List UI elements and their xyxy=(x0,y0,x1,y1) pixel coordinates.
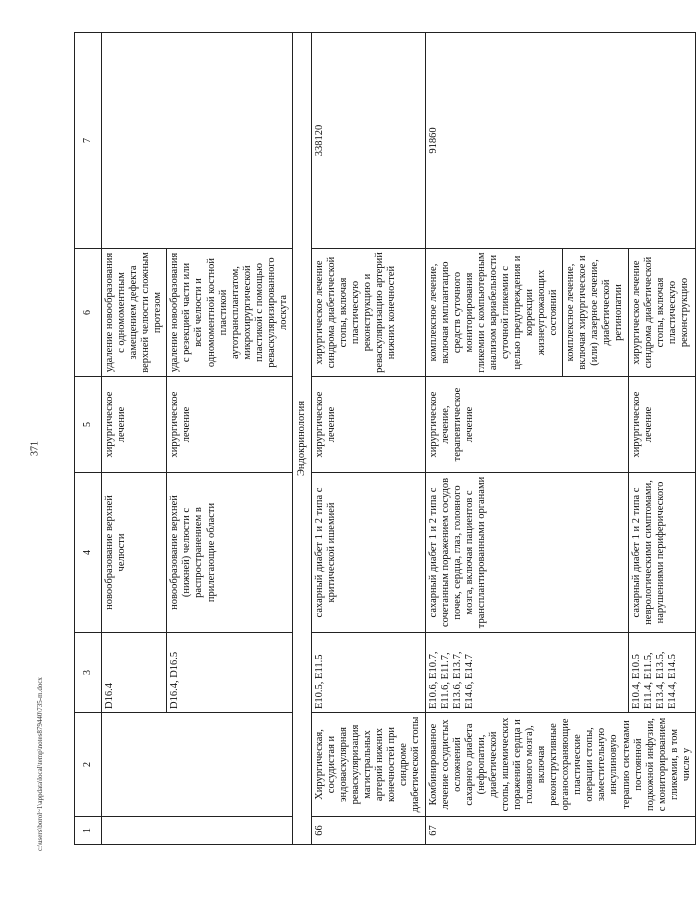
header-col-5: 5 xyxy=(75,377,102,473)
cell-codes: D16.4, D16.5 xyxy=(167,633,293,713)
cell-codes: D16.4 xyxy=(102,633,167,713)
page-number: 371 xyxy=(29,441,41,456)
cell-num: 66 xyxy=(311,817,425,845)
cell-price: 91860 xyxy=(425,33,695,249)
cell-price-empty xyxy=(102,33,293,249)
header-col-7: 7 xyxy=(75,33,102,249)
cell-method: удаление новообразования с одномоментным замещением дефекта верхней челюсти сложным протезом xyxy=(102,249,167,377)
cell-method: хирургическое лечение синдрома диабетической стопы, включая пластическую реконструкцию и реваскуляризацию артерий нижних конечностей xyxy=(311,249,425,377)
cell-codes: E10.5, E11.5 xyxy=(311,633,425,713)
header-col-3: 3 xyxy=(75,633,102,713)
footer-file-path: c:\users\borol~1\appdata\local\temp\notes879440\735-m.docx xyxy=(36,677,44,851)
header-col-2: 2 xyxy=(75,713,102,817)
header-col-6: 6 xyxy=(75,249,102,377)
cell-num: 67 xyxy=(425,817,695,845)
section-row xyxy=(292,33,311,845)
cell-treatment: хирургическое лечение xyxy=(102,377,167,473)
table-row xyxy=(311,33,425,845)
cell-method: комплексное лечение, включая имплантацию средств суточного мониторирования гликемии с компьютерным анализом вариабельности суточной гликемии с целью предупреждения и коррекции жизнеугрожающих состояний xyxy=(425,249,563,377)
cell-name-empty xyxy=(102,713,293,817)
header-col-1: 1 xyxy=(75,817,102,845)
table-header-row xyxy=(75,33,102,845)
cell-model: новообразование верхней (нижней) челюсти с распространением в прилегающие области xyxy=(167,473,293,633)
cell-name: Комбинированное лечение сосудистых осложнений сахарного диабета (нефропатии, диабетической стопы, ишемических поражений сердца и головного мозга), включая реконструктивные органосохраняющие пластические операции стопы, заместительную инсулиновую терапию системами постоянной подкожной инфузии, с мониторированием гликемии, в том числе у xyxy=(425,713,695,817)
cell-price: 338120 xyxy=(311,33,425,249)
rotated-table-sheet xyxy=(74,33,692,845)
cell-codes: E10.4, E10.5 E11.4, E11.5, E13.4, E13.5, E14.4, E14.5 xyxy=(628,633,695,713)
section-title: Эндокринология xyxy=(292,33,311,845)
cell-treatment: хирургическое лечение xyxy=(167,377,293,473)
cell-codes: E10.6, E10.7, E11.6, E11.7, E13.6, E13.7, E14.6, E14.7 xyxy=(425,633,628,713)
procedures-table xyxy=(74,32,696,845)
cell-treatment: хирургическое лечение xyxy=(628,377,695,473)
table-row xyxy=(425,33,563,845)
cell-method: хирургическое лечение синдрома диабетической стопы, включая пластическую реконструкцию xyxy=(628,249,695,377)
cell-method: удаление новообразования с резекцией части или всей челюсти и одномоментной костной пластикой аутотрансплантатом, микрохирургической пластикой с помощью реваскуляризированного лоскута xyxy=(167,249,293,377)
cell-model: сахарный диабет 1 и 2 типа с сочетанным поражением сосудов почек, сердца, глаз, головного мозга, включая пациентов с трансплантированными органами xyxy=(425,473,628,633)
table-row xyxy=(102,33,167,845)
cell-method: комплексное лечение, включая хирургическое и (или) лазерное лечение, диабетической ретинопатии xyxy=(563,249,628,377)
cell-num-empty xyxy=(102,817,293,845)
cell-model: сахарный диабет 1 и 2 типа с критической ишемией xyxy=(311,473,425,633)
cell-model: сахарный диабет 1 и 2 типа с неврологическими симптомами, нарушениями периферического xyxy=(628,473,695,633)
cell-treatment: хирургическое лечение, терапевтическое лечение xyxy=(425,377,628,473)
cell-model: новообразование верхней челюсти xyxy=(102,473,167,633)
cell-treatment: хирургическое лечение xyxy=(311,377,425,473)
cell-name: Хирургическая, сосудистая и эндоваскулярная реваскуляризация магистральных артерий нижних конечностей при синдроме диабетической стопы xyxy=(311,713,425,817)
header-col-4: 4 xyxy=(75,473,102,633)
